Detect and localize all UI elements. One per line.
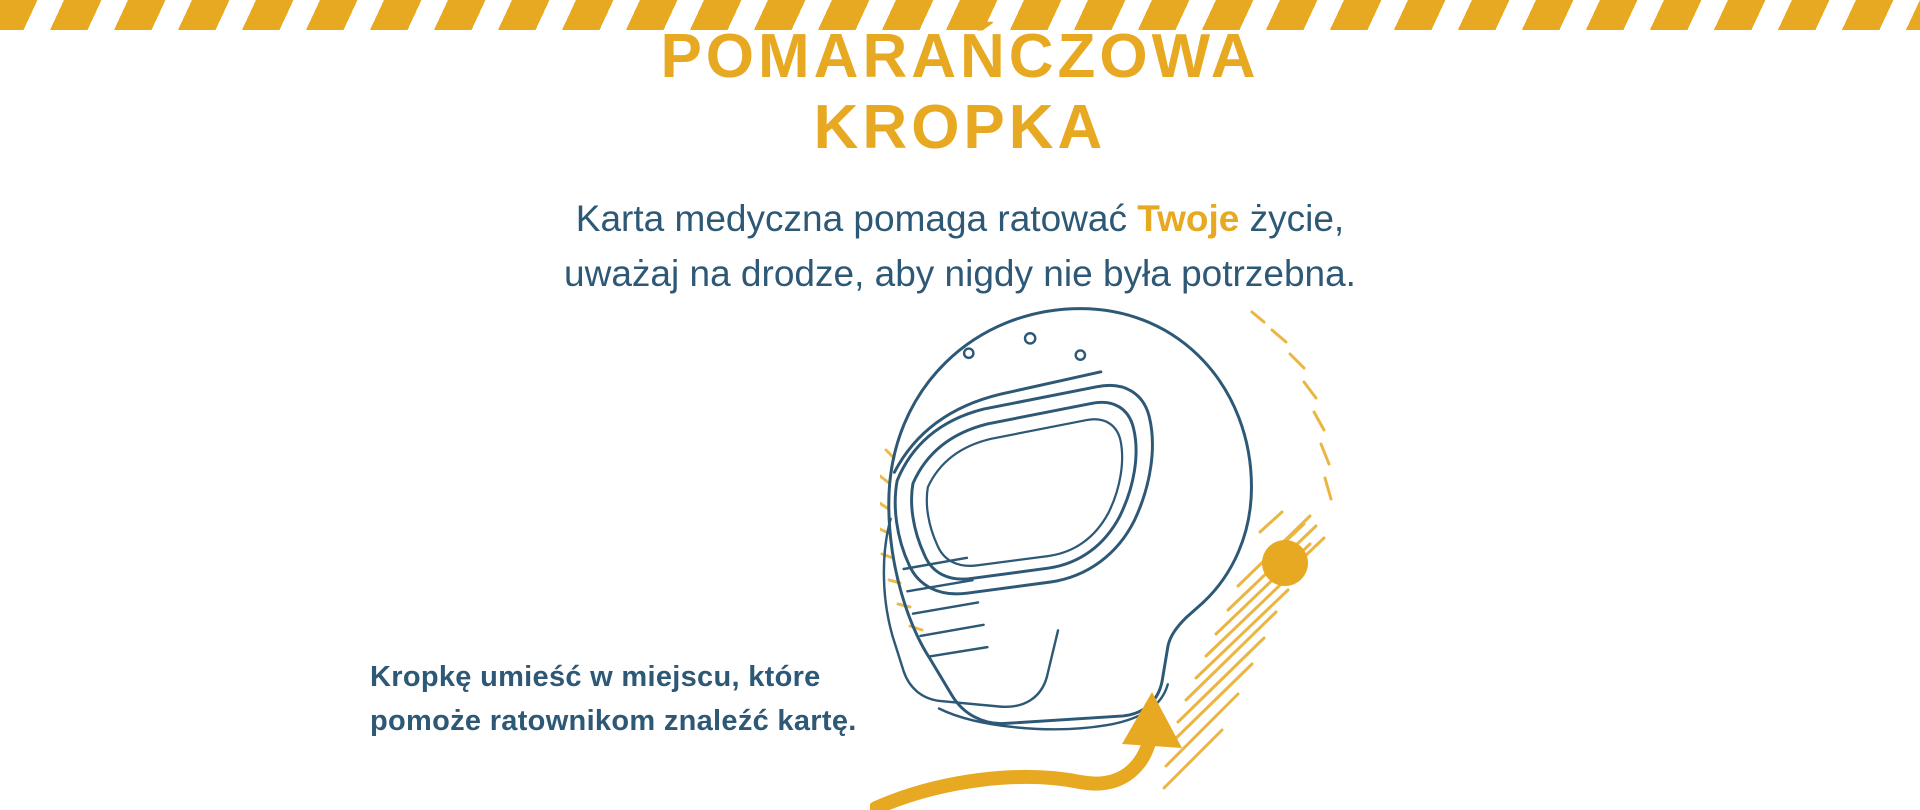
caption-line-1: Kropkę umieść w miejscu, które: [370, 661, 821, 693]
subtitle-text-after: życie,: [1239, 198, 1345, 239]
page-title-line-1: POMARAŃCZOWA: [660, 22, 1260, 91]
subtitle-accent-word: Twoje: [1137, 198, 1240, 239]
caption-line-2: pomoże ratownikom znaleźć kartę.: [370, 705, 857, 738]
orange-dot-sticker: [1262, 540, 1308, 586]
page-title-line-2: KROPKA: [813, 92, 1107, 162]
subtitle-line-1: [0, 192, 1920, 247]
poster-subtitle: [0, 192, 1920, 302]
subtitle-line-2: uważaj na drodze, aby nigdy nie była potrzebna.: [564, 252, 1356, 294]
poster-heading: [0, 22, 1920, 163]
poster-caption: [370, 655, 990, 743]
subtitle-text-before: Karta medyczna pomaga ratować: [575, 198, 1138, 239]
